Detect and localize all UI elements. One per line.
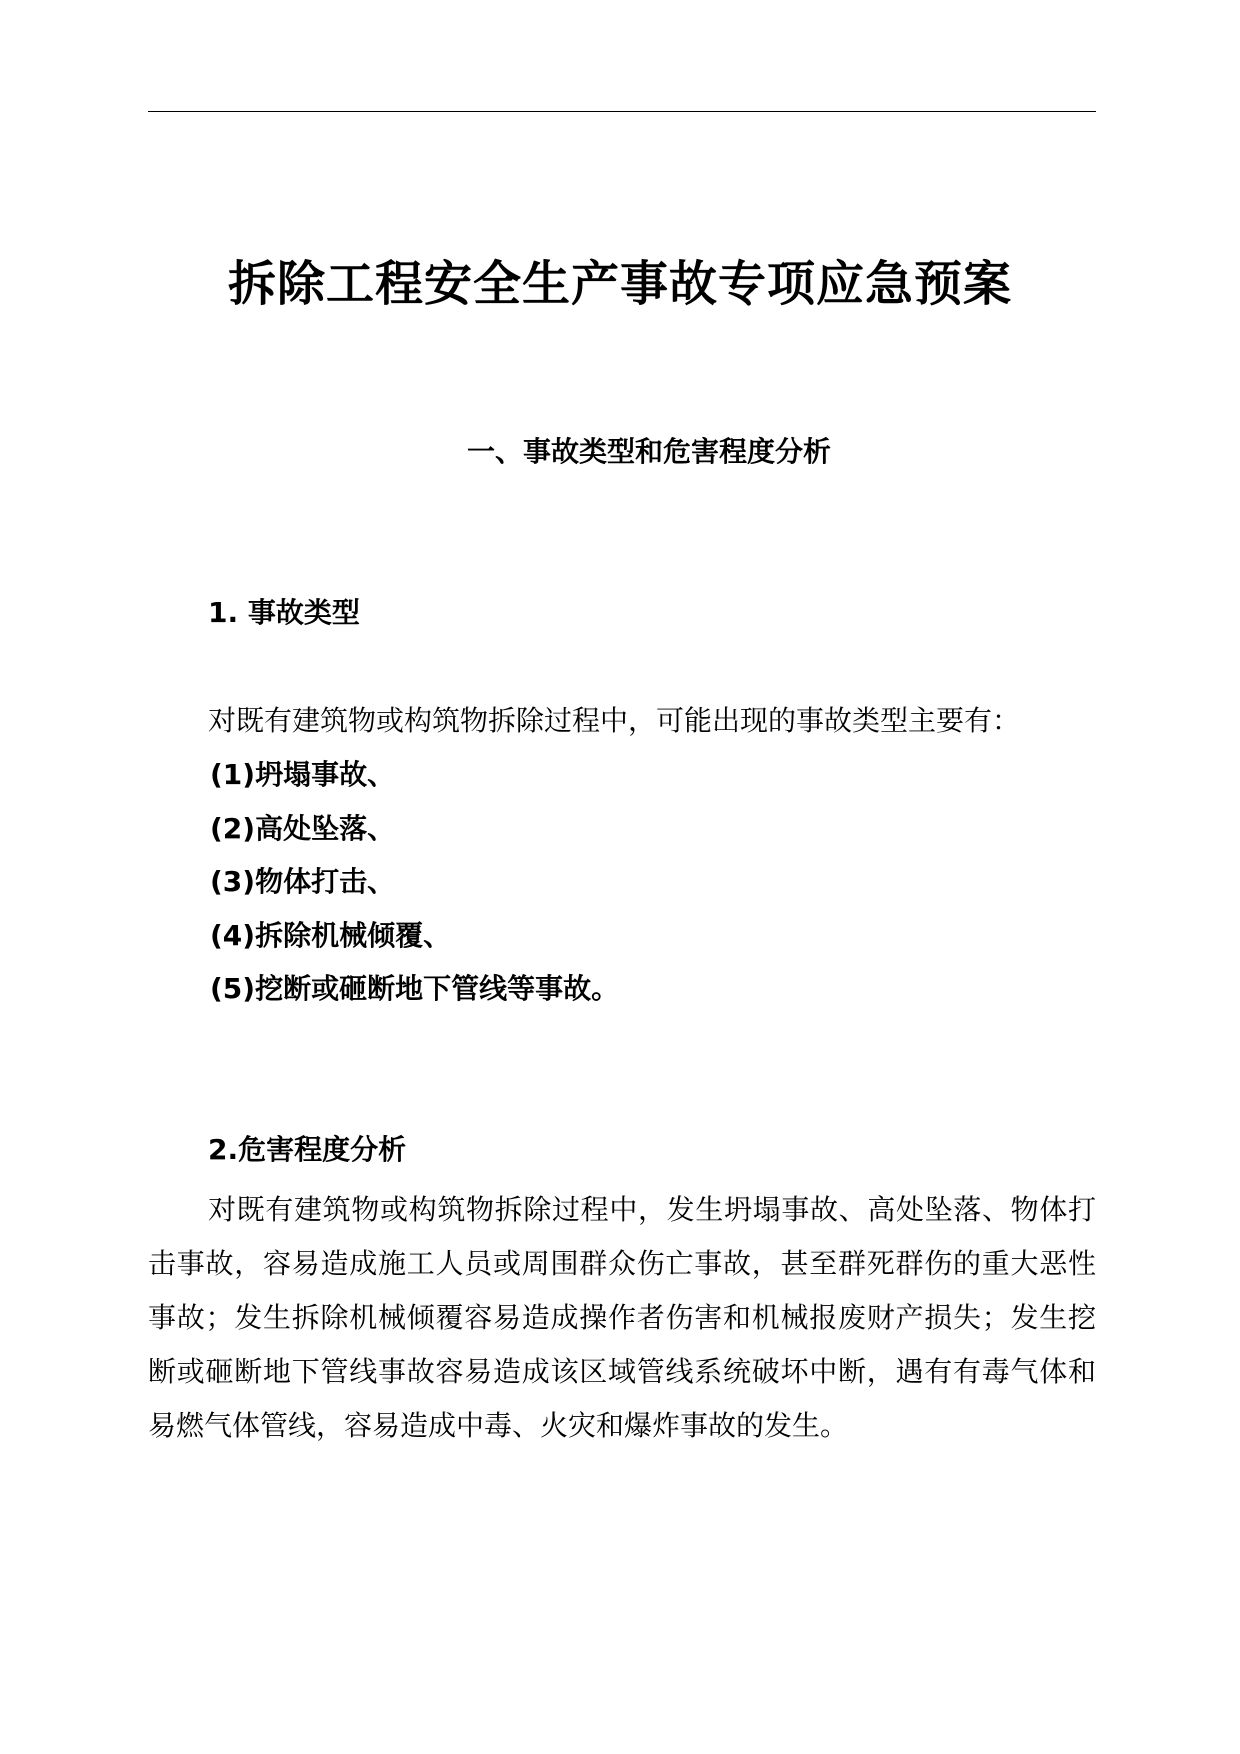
list-item: (5)挖断或砸断地下管线等事故。 [210, 972, 620, 1005]
header-rule [148, 111, 1096, 112]
section-heading: 一、事故类型和危害程度分析 [466, 435, 831, 468]
list-item: (2)高处坠落、 [210, 811, 396, 845]
accident-types-intro: 对既有建筑物或构筑物拆除过程中，可能出现的事故类型主要有： [208, 704, 1021, 737]
list-item: (1)坍塌事故、 [210, 758, 396, 791]
list-item: (4)拆除机械倾覆、 [210, 918, 452, 952]
subsection-heading-accident-types: 1. 事故类型 [208, 596, 360, 629]
list-item: (3)物体打击、 [210, 865, 396, 898]
accident-type-list [210, 755, 619, 1023]
subsection-heading-hazard-analysis: 2.危害程度分析 [208, 1133, 407, 1166]
hazard-analysis-paragraph: 对既有建筑物或构筑物拆除过程中，发生坍塌事故、高处坠落、物体打击事故，容易造成施工人员或周围群众伤亡事故，甚至群死群伤的重大恶性事故；发生拆除机械倾覆容易造成操作者伤害和机械报废财产损失；发生挖断或砸断地下管线事故容易造成该区域管线系统破坏中断，遇有有毒气体和易燃气体管线，容易造成中毒、火灾和爆炸事故的发生。 [148, 1193, 1096, 1442]
document-title: 拆除工程安全生产事故专项应急预案 [227, 256, 1012, 312]
